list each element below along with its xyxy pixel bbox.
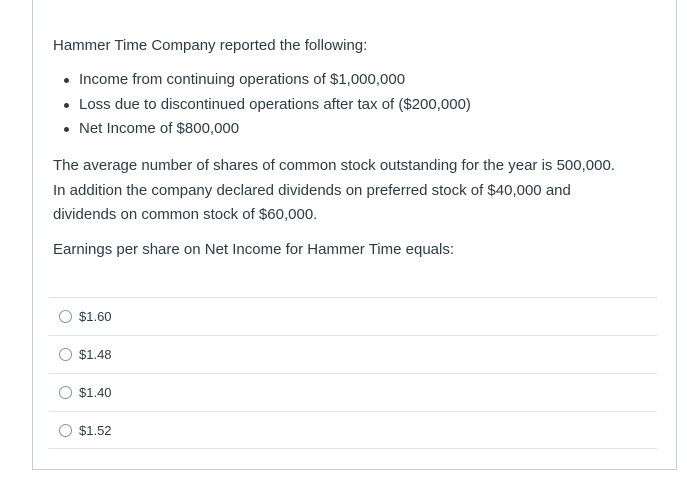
answer-list [49, 297, 657, 449]
paragraph-line: The average number of shares of common stock outstanding for the year is 500,000. [53, 157, 615, 174]
paragraph-line: In addition the company declared dividends on preferred stock of $40,000 and [53, 181, 571, 199]
question-card [32, 0, 677, 470]
fact-text: Net Income of $800,000 [79, 120, 240, 137]
radio-button[interactable] [59, 310, 72, 323]
radio-button[interactable] [59, 348, 72, 361]
radio-button[interactable] [59, 424, 72, 437]
question-prompt: Earnings per share on Net Income for Hammer Time equals: [53, 241, 455, 258]
answer-label: $1.52 [79, 422, 112, 438]
facts-list [61, 70, 471, 144]
answer-option-3[interactable] [49, 373, 657, 411]
fact-text: Income from continuing operations of $1,000,000 [79, 71, 406, 88]
question-paragraph [53, 154, 663, 228]
radio-button[interactable] [59, 386, 72, 399]
answer-option-1[interactable] [49, 297, 657, 335]
bullet-icon [64, 103, 69, 108]
question-intro: Hammer Time Company reported the following: [53, 37, 368, 54]
paragraph-line: dividends on common stock of $60,000. [53, 206, 318, 223]
list-item [61, 119, 471, 144]
answer-label: $1.48 [79, 347, 112, 362]
list-item [61, 70, 471, 95]
answer-option-2[interactable] [49, 335, 657, 373]
answer-label: $1.40 [79, 385, 112, 400]
bullet-icon [64, 127, 69, 132]
fact-text: Loss due to discontinued operations after tax of ($200,000) [79, 95, 471, 113]
answer-option-4[interactable] [49, 411, 657, 449]
answer-label: $1.60 [79, 309, 112, 324]
bullet-icon [64, 78, 69, 83]
list-item [61, 95, 471, 120]
